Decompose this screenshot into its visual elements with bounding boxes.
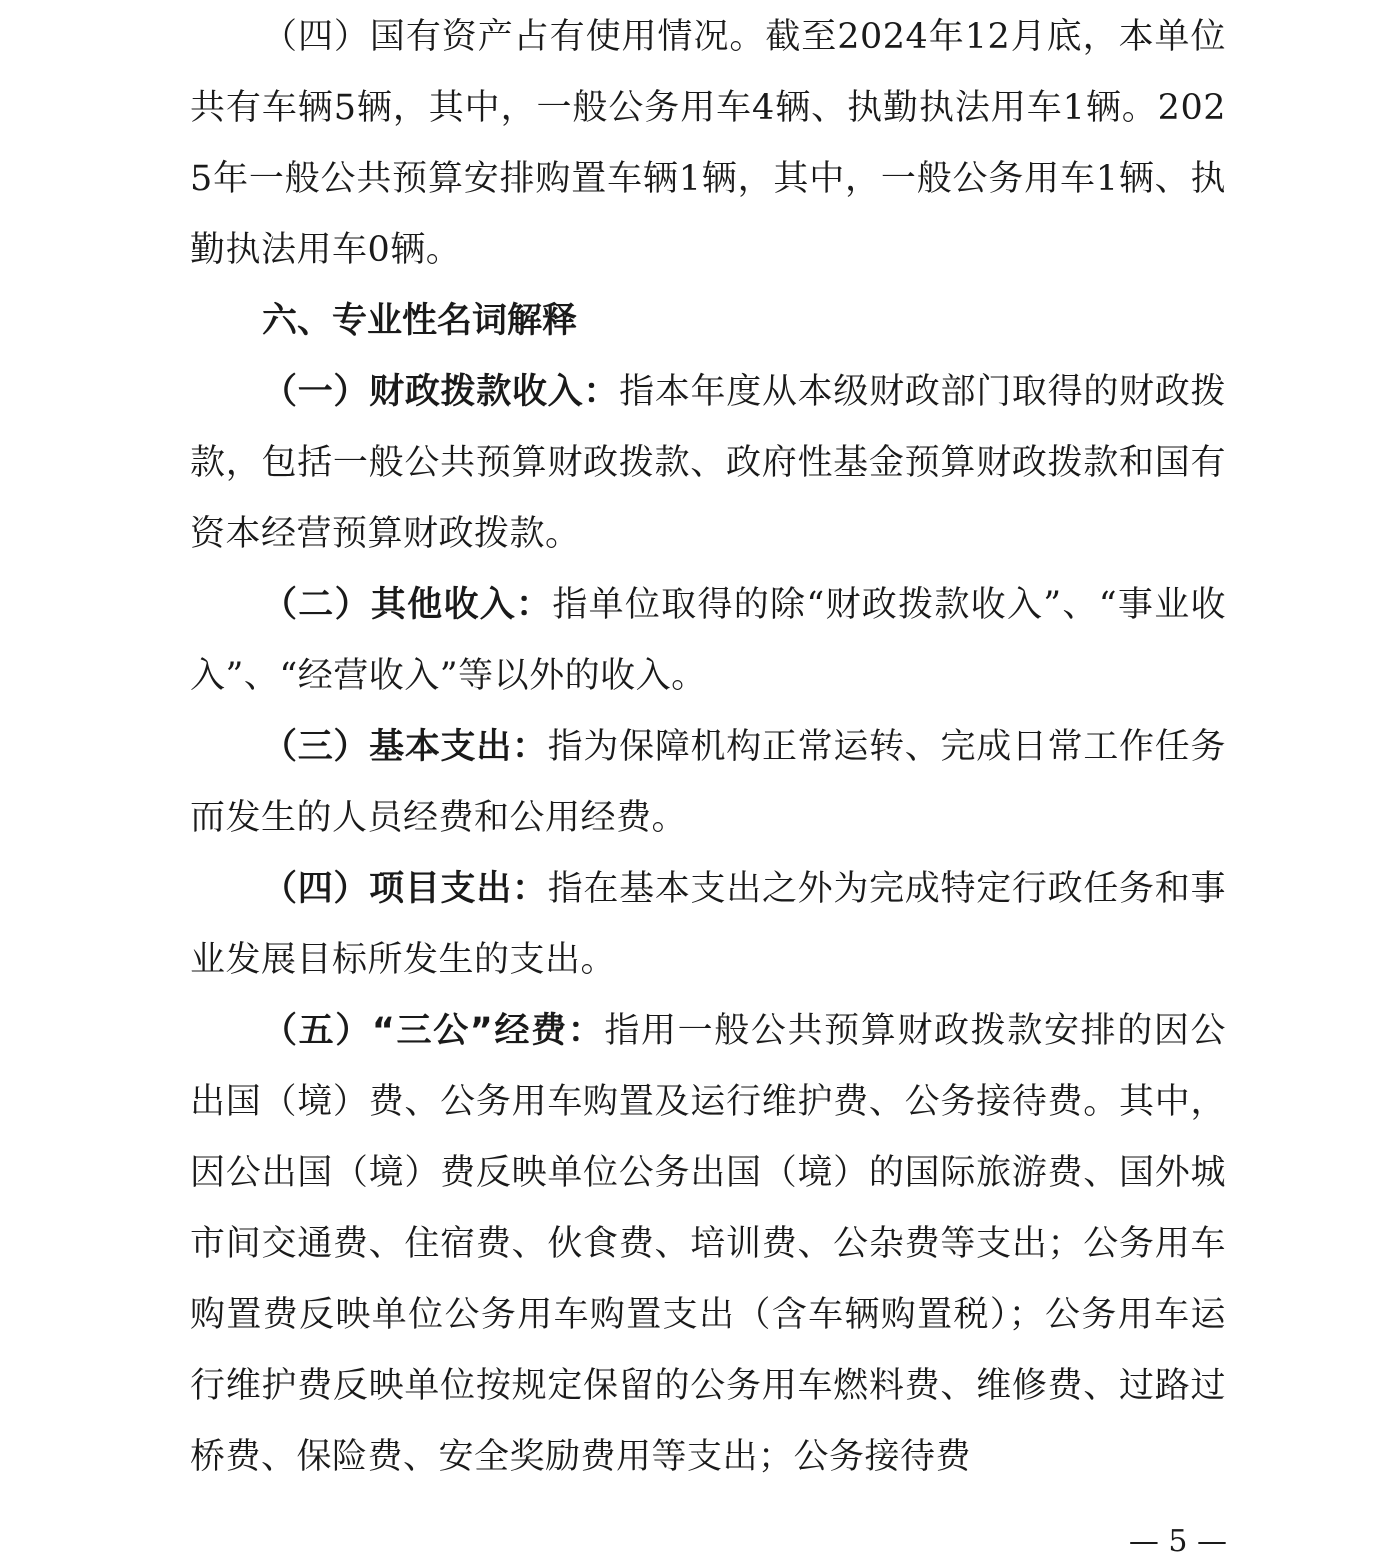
paragraph-text: （四）国有资产占有使用情况。截至2024年12月底，本单位共有车辆5辆，其中，一般公务用车4辆、执勤执法用车1辆。2025年一般公共预算安排购置车辆1辆，其中，一般公务用车1辆、执勤执法用车0辆。: [190, 17, 1226, 270]
term-label: （二）其他收入：: [262, 585, 553, 625]
section-heading-terms: 六、专业性名词解释: [262, 301, 578, 341]
page-number: — 5 —: [1128, 1524, 1227, 1559]
paragraph-text: 指为保障机构正常运转、完成日常工作任务而发生的人员经费和公用经费。: [190, 727, 1226, 838]
document-body: [190, 2, 1226, 1493]
paragraph-project-expenditure: [190, 854, 1226, 996]
term-label: （四）项目支出：: [262, 869, 548, 909]
term-label: （五）“三公”经费：: [262, 1011, 605, 1051]
paragraph-fiscal-appropriation-income: [190, 357, 1226, 570]
paragraph-text: 指本年度从本级财政部门取得的财政拨款，包括一般公共预算财政拨款、政府性基金预算财政拨款和国有资本经营预算财政拨款。: [190, 372, 1226, 554]
paragraph-other-income: [190, 570, 1226, 712]
term-label: （三）基本支出：: [262, 727, 548, 767]
paragraph-text: 指单位取得的除“财政拨款收入”、“事业收入”、“经营收入”等以外的收入。: [190, 585, 1226, 696]
paragraph-text: 指在基本支出之外为完成特定行政任务和事业发展目标所发生的支出。: [190, 869, 1226, 980]
term-label: （一）财政拨款收入：: [262, 372, 620, 412]
paragraph-basic-expenditure: [190, 712, 1226, 854]
paragraph-three-public-expenses: [190, 996, 1226, 1493]
paragraph-asset-usage: [190, 2, 1226, 286]
paragraph-text: 指用一般公共预算财政拨款安排的因公出国（境）费、公务用车购置及运行维护费、公务接待费。其中，因公出国（境）费反映单位公务出国（境）的国际旅游费、国外城市间交通费、住宿费、伙食费、培训费、公杂费等支出；公务用车购置费反映单位公务用车购置支出（含车辆购置税）；公务用车运行维护费反映单位按规定保留的公务用车燃料费、维修费、过路过桥费、保险费、安全奖励费用等支出；公务接待费: [190, 1011, 1226, 1477]
